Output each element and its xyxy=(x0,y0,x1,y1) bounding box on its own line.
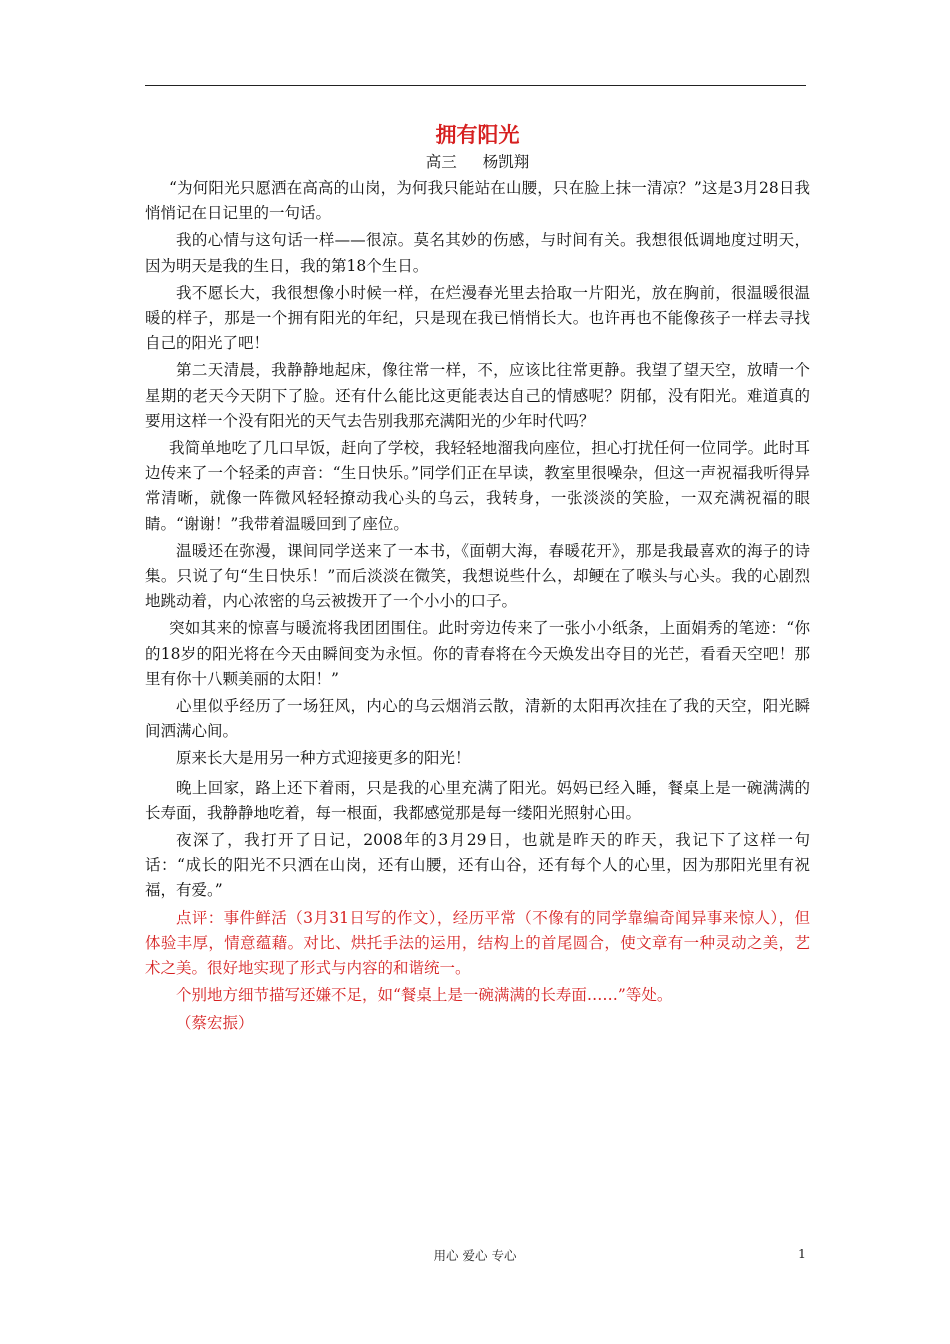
comment-text-1: 点评：事件鲜活（3月31日写的作文），经历平常（不像有的同学靠编奇闻异事来惊人），但体验丰厚，情意蕴藉。对比、烘托手法的运用，结构上的首尾圆合，使文章有一种灵动之美，艺术之美。很好地实现了形式与内容的和谐统一。 xyxy=(145,908,810,978)
comment-reviewer: （蔡宏振） xyxy=(176,1013,254,1032)
header-rule xyxy=(145,85,806,86)
paragraph-11: 夜深了，我打开了日记，2008年的3月29日，也就是昨天的昨天，我记下了这样一句话：“成长的阳光不只洒在山岗，还有山腰，还有山谷，还有每个人的心里，因为那阳光里有祝福，有爱。” xyxy=(145,831,810,900)
paragraph-10: 晚上回家，路上还下着雨，只是我的心里充满了阳光。妈妈已经入睡，餐桌上是一碗满满的长寿面，我静静地吃着，每一根面，我都感觉那是每一缕阳光照射心田。 xyxy=(145,778,810,822)
document-body xyxy=(145,120,810,1038)
paragraph-5: 我简单地吃了几口早饭，赶向了学校，我轻轻地溜我向座位，担心打扰任何一位同学。此时耳边传来了一个轻柔的声音：“生日快乐。”同学们正在早读，教室里很噪杂，但这一声祝福我听得异常清晰，就像一阵微风轻轻撩动我心头的乌云，我转身，一张淡淡的笑脸，一双充满祝福的眼睛。“谢谢！”我带着温暖回到了座位。 xyxy=(145,439,810,533)
teacher-comment xyxy=(145,906,810,1036)
author-name: 杨凯翔 xyxy=(482,153,530,171)
paragraph-9: 原来长大是用另一种方式迎接更多的阳光！ xyxy=(176,749,471,768)
paragraph-7: 突如其来的惊喜与暖流将我团团围住。此时旁边传来了一张小小纸条，上面娟秀的笔迹：“你的18岁的阳光将在今天由瞬间变为永恒。你的青春将在今天焕发出夺目的光芒，看看天空吧！那里有你十八颗美丽的太阳！” xyxy=(145,619,810,688)
paragraph-8: 心里似乎经历了一场狂风，内心的乌云烟消云散，清新的太阳再次挂在了我的天空，阳光瞬间洒满心间。 xyxy=(145,697,810,741)
paragraph-1: “为何阳光只愿洒在高高的山岗，为何我只能站在山腰，只在脸上抹一清凉？”这是3月28日我悄悄记在日记里的一句话。 xyxy=(145,179,810,223)
page-number: 1 xyxy=(798,1246,806,1261)
byline xyxy=(145,150,810,174)
comment-text-2: 个别地方细节描写还嫌不足，如“餐桌上是一碗满满的长寿面……”等处。 xyxy=(176,986,673,1005)
paragraph-3: 我不愿长大，我很想像小时候一样，在烂漫春光里去拾取一片阳光，放在胸前，很温暖很温暖的样子，那是一个拥有阳光的年纪，只是现在我已悄悄长大。也许再也不能像孩子一样去寻找自己的阳光了吧！ xyxy=(145,283,810,353)
paragraph-6: 温暖还在弥漫，课间同学送来了一本书，《面朝大海，春暖花开》，那是我最喜欢的海子的诗集。只说了句“生日快乐！”而后淡淡在微笑，我想说些什么，却鲠在了喉头与心头。我的心剧烈地跳动着，内心浓密的乌云被拨开了一个小小的口子。 xyxy=(145,541,810,611)
document-title: 拥有阳光 xyxy=(435,122,520,147)
paragraph-2: 我的心情与这句话一样——很凉。莫名其妙的伤感，与时间有关。我想很低调地度过明天，因为明天是我的生日，我的第18个生日。 xyxy=(145,231,810,275)
paragraph-4: 第二天清晨，我静静地起床，像往常一样，不，应该比往常更静。我望了望天空，放晴一个星期的老天今天阴下了脸。还有什么能比这更能表达自己的情感呢？阴郁，没有阳光。难道真的要用这样一个没有阳光的天气去告别我那充满阳光的少年时代吗？ xyxy=(145,361,810,430)
grade-label: 高三 xyxy=(425,153,457,171)
footer-slogan: 用心 爱心 专心 xyxy=(433,1248,517,1263)
